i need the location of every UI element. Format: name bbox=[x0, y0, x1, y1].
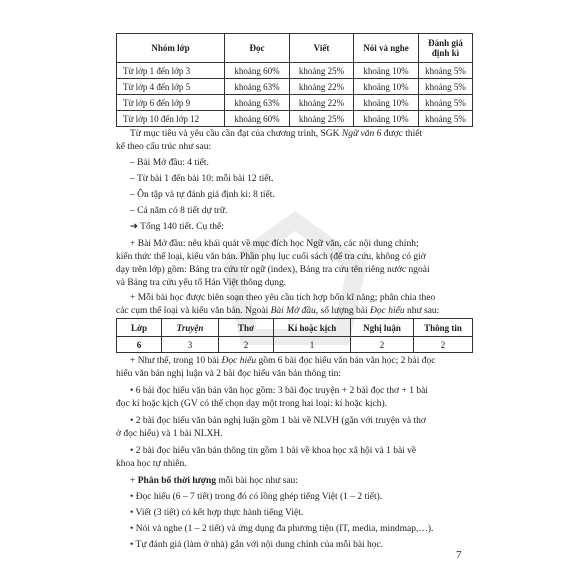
table-cell: khoảng 5% bbox=[419, 95, 473, 111]
table-cell: Từ lớp 4 đến lớp 5 bbox=[117, 79, 225, 95]
paragraph-line: + Bài Mở đầu: nêu khái quát về mục đích học Ngữ văn, các nội dung chính; bbox=[130, 239, 419, 249]
paragraph-line: và Bảng tra cứu yếu tố Hán Việt thông dụng. bbox=[116, 278, 287, 288]
table-cell: khoảng 5% bbox=[419, 79, 473, 95]
list-item: • Đọc hiểu (6 – 7 tiết) trong đó có lồng ghép tiếng Việt (1 – 2 tiết). bbox=[130, 492, 383, 502]
table-cell: khoảng 10% bbox=[354, 111, 419, 127]
table-cell: khoảng 10% bbox=[354, 95, 419, 111]
paragraph-line: dạy trên lớp) gồm: Bảng tra cứu từ ngữ (index), Bảng tra cứu tên riêng nước ngoài bbox=[116, 265, 430, 275]
table-cell: Từ lớp 6 đến lớp 9 bbox=[117, 95, 225, 111]
list-item: – Ôn tập và tự đánh giá định kì: 8 tiết. bbox=[130, 190, 275, 200]
paragraph-line: + Mỗi bài học được biên soạn theo yêu cầu tích hợp bốn kĩ năng; phân chia theo bbox=[130, 293, 436, 303]
paragraph-line: kế theo cấu trúc như sau: bbox=[116, 142, 212, 152]
paragraph-line: kiến thức thể loại, kiểu văn bản. Phần phụ lục cuối sách (để tra cứu, không có giờ bbox=[116, 252, 426, 262]
table-cell: 1 bbox=[274, 337, 351, 353]
table-header-row bbox=[117, 34, 473, 63]
text-span: được thiết bbox=[381, 129, 423, 139]
table-row bbox=[117, 111, 473, 127]
table-cell: Từ lớp 1 đến lớp 3 bbox=[117, 63, 225, 79]
table-cell: Từ lớp 10 đến lớp 12 bbox=[117, 111, 225, 127]
table-cell: khoảng 63% bbox=[225, 95, 290, 111]
text-span: , số lượng bài bbox=[315, 306, 371, 316]
paragraph-line bbox=[116, 305, 439, 317]
table-cell: khoảng 10% bbox=[354, 63, 419, 79]
list-item: – Bài Mở đầu: 4 tiết. bbox=[130, 158, 209, 168]
table-cell: khoảng 63% bbox=[225, 79, 290, 95]
table-cell: khoảng 5% bbox=[419, 63, 473, 79]
list-item: • Viết (3 tiết) có kết hợp thực hành tiếng Việt. bbox=[130, 508, 304, 518]
table-cell: khoảng 22% bbox=[290, 79, 354, 95]
table-cell: khoảng 22% bbox=[290, 95, 354, 111]
list-item: • Nói và nghe (1 – 2 tiết) và ứng dụng đa phương tiện (IT, media, mindmap,…). bbox=[130, 524, 434, 534]
bullet-line: • 2 bài đọc hiểu văn bản nghị luận gồm 1 bài về NLVH (gắn với truyện và thơ bbox=[130, 416, 426, 426]
list-item: ➔ Tổng 140 tiết. Cụ thể: bbox=[130, 222, 224, 232]
table-header: Đánh giá định kì bbox=[419, 34, 473, 63]
table-header: Nói và nghe bbox=[354, 34, 419, 63]
bullet-line: đọc kí hoặc kịch (GV có thể chọn dạy một trong hai loại: kí hoặc kịch). bbox=[116, 399, 388, 409]
table-header: Viết bbox=[290, 34, 354, 63]
table-cell: khoảng 60% bbox=[225, 111, 290, 127]
book-title: Ngữ văn 6 bbox=[341, 129, 382, 139]
reading-genre-table bbox=[116, 318, 473, 353]
table-header: Thông tin bbox=[414, 319, 473, 337]
table-row bbox=[117, 337, 473, 353]
text-span: các cụm thể loại và kiểu văn bản. Ngoài bbox=[116, 306, 271, 316]
table-header: Kí hoặc kịch bbox=[274, 319, 351, 337]
table-cell: 6 bbox=[117, 337, 162, 353]
bullet-line: • 6 bài đọc hiểu văn bản văn học gồm: 3 bài đọc truyện + 2 bài đọc thơ + 1 bài bbox=[130, 386, 428, 396]
text-span: Từ mục tiêu và yêu cầu cần đạt của chương trình, SGK bbox=[130, 129, 342, 139]
table-row bbox=[117, 95, 473, 111]
page-number: 7 bbox=[456, 549, 462, 561]
list-item: – Từ bài 1 đến bài 10: mỗi bài 12 tiết. bbox=[130, 174, 274, 184]
table-header: Nghị luận bbox=[351, 319, 414, 337]
table-header-row bbox=[117, 319, 473, 337]
table-header: Lớp bbox=[117, 319, 162, 337]
bullet-line: ở đọc hiểu) và 1 bài NLXH. bbox=[116, 429, 223, 439]
time-allocation-table bbox=[116, 33, 473, 127]
table-header: Nhóm lớp bbox=[117, 34, 225, 63]
paragraph-line bbox=[130, 128, 422, 140]
table-cell: 2 bbox=[219, 337, 274, 353]
table-cell: khoảng 60% bbox=[225, 63, 290, 79]
table-header: Đọc bbox=[225, 34, 290, 63]
text-span: + Như thế, trong 10 bài bbox=[130, 356, 222, 366]
table-header: Thơ bbox=[219, 319, 274, 337]
list-item: – Cả năm có 8 tiết dự trữ. bbox=[130, 206, 228, 216]
text-span: như sau: bbox=[404, 306, 440, 316]
table-row bbox=[117, 63, 473, 79]
bold-heading: Phân bổ thời lượng bbox=[137, 476, 216, 486]
table-cell: khoảng 5% bbox=[419, 111, 473, 127]
table-cell: khoảng 25% bbox=[290, 63, 354, 79]
list-item: • Tự đánh giá (làm ở nhà) gắn với nội dung chính của mỗi bài học. bbox=[130, 540, 384, 550]
text-span: mỗi bài học như sau: bbox=[216, 476, 298, 486]
paragraph-line: hiểu văn bản nghị luận và 2 bài đọc hiểu văn bản thông tin: bbox=[116, 369, 342, 379]
table-row bbox=[117, 79, 473, 95]
table-cell: 3 bbox=[162, 337, 219, 353]
table-cell: khoảng 10% bbox=[354, 79, 419, 95]
text-span: gồm 6 bài đọc hiểu văn bản văn học; 2 bài đọc bbox=[256, 356, 436, 366]
italic-term: Đọc hiểu bbox=[221, 356, 257, 366]
italic-term: Đọc hiểu bbox=[370, 306, 405, 316]
bullet-line: • 2 bài đọc hiểu văn bản thông tin gồm 1 bài về khoa học xã hội và 1 bài về bbox=[130, 446, 417, 456]
table-cell: khoảng 25% bbox=[290, 111, 354, 127]
table-cell: 2 bbox=[351, 337, 414, 353]
text-span: + bbox=[130, 476, 138, 486]
italic-term: Bài Mở đầu bbox=[270, 306, 316, 316]
paragraph-line bbox=[130, 355, 435, 367]
paragraph-line bbox=[130, 475, 298, 487]
table-cell: 2 bbox=[414, 337, 473, 353]
bullet-line: khoa học tự nhiên. bbox=[116, 459, 187, 469]
table-header: Truyện bbox=[162, 319, 219, 337]
